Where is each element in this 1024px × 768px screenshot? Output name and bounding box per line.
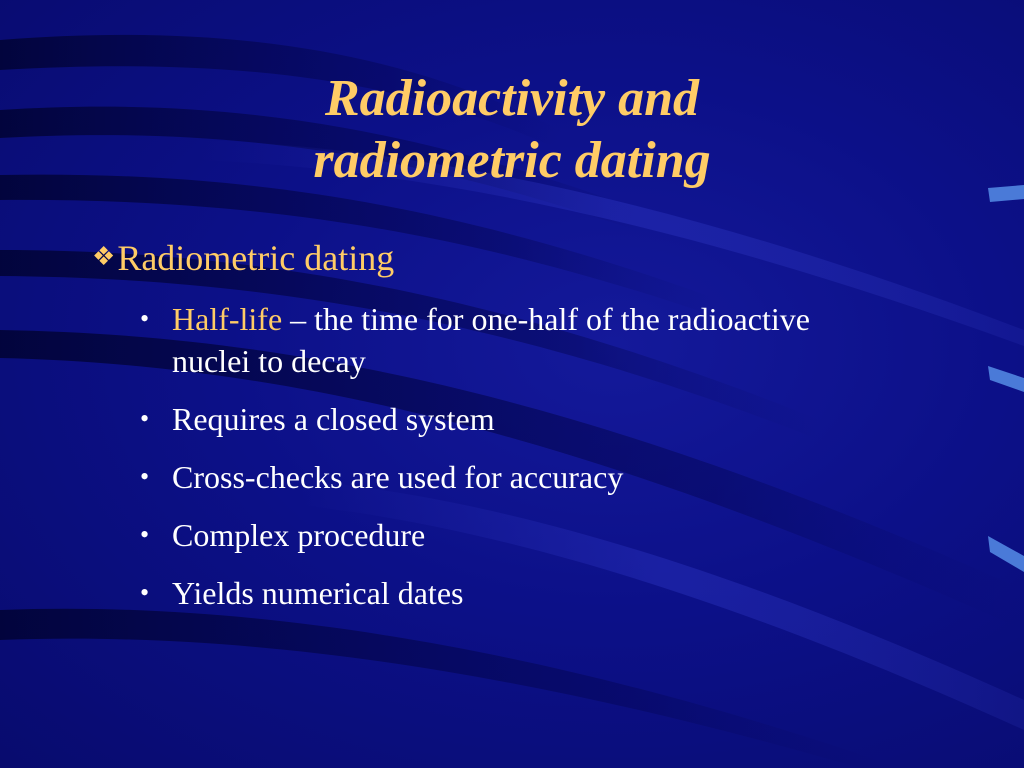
slide-title xyxy=(0,68,1024,192)
list-item xyxy=(140,514,820,556)
title-line-1: Radioactivity and xyxy=(324,70,700,127)
term-label: Half-life xyxy=(172,301,283,337)
diamond-bullet-icon: ❖ xyxy=(92,242,116,271)
bullet-list xyxy=(140,298,820,630)
bullet-icon: • xyxy=(140,578,150,607)
section-label: Radiometric dating xyxy=(117,238,395,278)
bullet-icon: • xyxy=(140,404,150,433)
bullet-icon: • xyxy=(140,304,150,333)
list-item xyxy=(140,298,820,382)
item-text: – the time for one-half of the radioactive nuclei to decay xyxy=(172,301,810,379)
bullet-icon: • xyxy=(140,462,150,491)
item-text: Complex procedure xyxy=(172,517,426,553)
section-heading xyxy=(92,234,394,281)
list-item xyxy=(140,398,820,440)
list-item xyxy=(140,572,820,614)
title-line-2: radiometric dating xyxy=(313,132,711,189)
item-text: Cross-checks are used for accuracy xyxy=(172,459,624,495)
list-item xyxy=(140,456,820,498)
edge-mark-2 xyxy=(988,366,1024,392)
bullet-icon: • xyxy=(140,520,150,549)
edge-mark-3 xyxy=(988,536,1024,572)
swoosh-7 xyxy=(0,609,900,768)
item-text: Requires a closed system xyxy=(172,401,495,437)
item-text: Yields numerical dates xyxy=(172,575,464,611)
